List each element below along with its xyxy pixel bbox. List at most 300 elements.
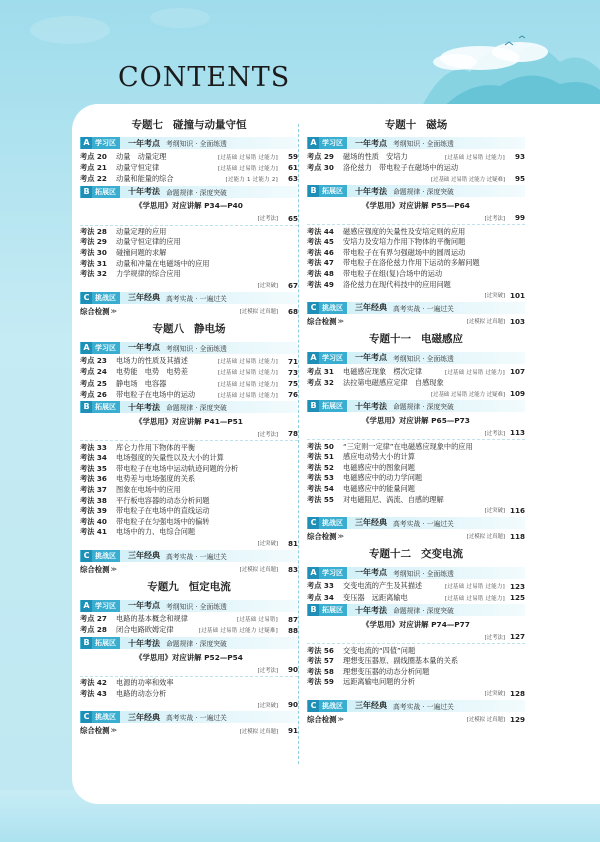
toc-entry[interactable]: [80, 453, 298, 464]
toc-entry[interactable]: [307, 581, 525, 592]
toc-entry[interactable]: [307, 677, 525, 688]
badge-label: 拓展区: [322, 606, 343, 615]
topic-number: 专题十: [384, 118, 417, 131]
entry-title: 图象在电场中的应用: [116, 484, 181, 494]
section-desc: 命题规律 · 深度突破: [393, 403, 454, 412]
entry-code: 考点 25: [80, 378, 107, 388]
entry-title: 电势差与电场强度的关系: [116, 474, 196, 484]
method-tagline: [307, 290, 525, 301]
method-tagline: [307, 688, 525, 699]
toc-entry[interactable]: [80, 367, 298, 378]
badge-label: 拓展区: [95, 403, 116, 412]
entry-tags: [过基础 过易错 过能力]: [217, 359, 278, 366]
entry-code: 考点 31: [307, 366, 334, 376]
dashed-separator: [307, 439, 525, 440]
entry-code: 考法 28: [80, 226, 107, 236]
badge-letter: B: [308, 400, 319, 412]
badge-label: 挑战区: [322, 701, 343, 710]
section-desc: 命题规律 · 深度突破: [166, 404, 227, 413]
section-name: 三年经典: [355, 518, 387, 528]
entry-tags: [过考法]: [257, 431, 278, 438]
toc-entry[interactable]: [307, 269, 525, 280]
method-tagline: [80, 699, 298, 710]
entry-page: 61: [287, 163, 298, 173]
entry-tags: [过基础 过易错 过能力]: [217, 165, 278, 172]
entry-code: 考法 31: [80, 258, 107, 268]
entry-code: 考法 48: [307, 269, 334, 279]
topic-heading: [80, 577, 298, 597]
entry-page: 129: [509, 714, 525, 724]
entry-title: 洛伦兹力在现代科技中的应用问题: [343, 279, 451, 289]
entry-code: 考法 52: [307, 462, 334, 472]
section-header-B: [80, 637, 298, 649]
entry-page: 65: [287, 213, 298, 223]
toc-entry[interactable]: [80, 269, 298, 280]
section-header-C: [80, 292, 298, 304]
entry-tags: [过基础 过易错 过能力]: [444, 595, 505, 602]
entry-page: 125: [509, 593, 525, 603]
entry-page: 128: [509, 688, 525, 698]
toc-entry[interactable]: [307, 366, 525, 377]
entry-tags: [过模拟 过真题]: [239, 567, 278, 574]
badge-label: 挑战区: [322, 303, 343, 312]
toc-entry[interactable]: [80, 151, 298, 162]
dashed-separator: [307, 643, 525, 644]
dashed-separator: [80, 676, 298, 677]
badge-letter: A: [308, 567, 319, 579]
section-header-A: [80, 600, 298, 612]
entry-code: 考法 44: [307, 226, 334, 236]
entry-title: 带电粒子在电场中的运动: [116, 389, 196, 399]
badge-label: 挑战区: [95, 293, 116, 302]
badge-letter: A: [81, 600, 92, 612]
toc-entry[interactable]: [307, 666, 525, 677]
section-desc: 考纲知识 · 全面练透: [393, 140, 454, 148]
entry-page: 93: [514, 152, 525, 162]
entry-title: 闭合电路欧姆定律: [116, 625, 174, 635]
toc-entry[interactable]: [80, 389, 298, 400]
double-chevron-icon: ≫: [337, 715, 344, 723]
entry-code: 考法 50: [307, 441, 334, 451]
page-title: CONTENTS: [118, 62, 291, 93]
entry-tagline: [307, 388, 525, 399]
entry-code: 考点 23: [80, 356, 107, 366]
entry-page: 68: [287, 306, 298, 316]
section-badge: [308, 185, 347, 197]
section-header-B: [80, 186, 298, 198]
toc-entry[interactable]: [80, 485, 298, 496]
section-badge: [308, 700, 347, 712]
section-header-B: [307, 400, 525, 412]
entry-title: 带电粒子在匀强电场中的偏转: [116, 516, 210, 526]
lesson-reference[interactable]: 《学思用》对应讲解 P74—P77: [362, 619, 470, 629]
entry-title: 电磁感应现象 楞次定律: [343, 366, 423, 376]
entry-title: 对电磁阻尼、涡流、自感的理解: [343, 494, 444, 504]
topic-number: 专题十一: [369, 333, 411, 346]
entry-code: 考法 36: [80, 474, 107, 484]
section-name: 十年考法: [355, 186, 387, 196]
lesson-reference[interactable]: 《学思用》对应讲解 P34—P40: [135, 201, 243, 211]
section-header-B: [307, 604, 525, 616]
entry-tags: [过基础 过易错]: [237, 617, 278, 624]
toc-entry[interactable]: [80, 173, 298, 184]
entry-tags: [过模拟 过真题]: [239, 309, 278, 316]
entry-title: 电路的基本概念和规律: [116, 614, 188, 624]
entry-title: 动量 动量定理: [116, 151, 167, 161]
double-chevron-icon: ≫: [337, 532, 344, 540]
badge-letter: B: [308, 185, 319, 197]
entry-tags: [过考法]: [484, 430, 505, 437]
toc-entry[interactable]: [307, 258, 525, 269]
badge-label: 挑战区: [95, 551, 116, 560]
badge-label: 学习区: [95, 139, 116, 147]
badge-label: 拓展区: [95, 187, 116, 196]
entry-tags: [过考法]: [484, 634, 505, 641]
entry-code: 考法 37: [80, 484, 107, 494]
entry-page: 103: [509, 316, 525, 326]
section-header-A: [80, 342, 298, 354]
topic-number: 专题七: [131, 118, 163, 131]
toc-entry[interactable]: [80, 162, 298, 173]
entry-code: 考法 59: [307, 677, 334, 687]
toc-entry[interactable]: [80, 678, 298, 689]
entry-title: 电势能 电势 电势差: [116, 367, 188, 377]
topic-heading: [80, 319, 298, 339]
section-name: 一年考点: [355, 353, 387, 363]
entry-code: 考法 43: [80, 688, 107, 698]
entry-code: 考点 21: [80, 162, 107, 172]
entry-page: 113: [509, 428, 525, 438]
entry-title: 电磁感应中的动力学问题: [343, 473, 423, 483]
topic-number: 专题八: [152, 323, 184, 336]
section-name: 三年经典: [128, 712, 160, 722]
entry-tags: [过基础 过易错 过能力]: [444, 369, 505, 376]
section-desc: 考纲知识 · 全面练透: [166, 344, 227, 353]
badge-letter: B: [308, 604, 319, 616]
entry-page: 101: [509, 290, 525, 300]
entry-title: 平行板电容器的动态分析问题: [116, 495, 210, 505]
entry-title: 带电粒子在洛伦兹力作用下运动的多解问题: [343, 258, 480, 268]
section-name: 一年考点: [128, 138, 160, 148]
section-header-C: [80, 711, 298, 723]
entry-code: 考法 46: [307, 247, 334, 257]
entry-tags: [过模拟 过真题]: [466, 717, 505, 724]
toc-entry[interactable]: [307, 441, 525, 452]
lesson-reference[interactable]: 《学思用》对应讲解 P52—P54: [135, 652, 243, 662]
entry-page: 71: [287, 356, 298, 366]
comprehensive-test-entry[interactable]: [307, 714, 525, 725]
toc-entry[interactable]: [307, 494, 525, 505]
entry-code: 考法 55: [307, 494, 334, 504]
entry-tags: [过模拟 过真题]: [466, 534, 505, 541]
section-desc: 考纲知识 · 全面练透: [166, 140, 227, 148]
right-column: [307, 112, 525, 725]
lesson-tagline: [307, 427, 525, 438]
section-desc: 高考实战 · 一遍过关: [393, 519, 454, 528]
topic-name: 交变电流: [421, 548, 463, 561]
badge-letter: A: [308, 352, 319, 364]
entry-title: 磁感应强度的矢量性及安培定则的应用: [343, 226, 466, 236]
section-header-C: [307, 302, 525, 314]
section-badge: [308, 567, 347, 579]
section-desc: 命题规律 · 深度突破: [393, 188, 454, 197]
section-badge: [308, 400, 347, 412]
section-desc: 考纲知识 · 全面练透: [393, 569, 454, 578]
entry-tags: [过基础 过易错 过能力]: [444, 154, 505, 161]
entry-tags: [过突破]: [257, 702, 278, 709]
badge-letter: C: [308, 517, 319, 529]
entry-title: 电磁感应中的能量问题: [343, 483, 415, 493]
section-desc: 命题规律 · 深度突破: [393, 607, 454, 616]
badge-letter: C: [308, 302, 319, 314]
entry-title: 电场强度的矢量性以及大小的计算: [116, 453, 224, 463]
toc-entry[interactable]: [80, 625, 298, 636]
section-name: 三年经典: [355, 701, 387, 711]
entry-code: 考法 34: [80, 453, 107, 463]
lesson-tagline: [307, 631, 525, 642]
double-chevron-icon: ≫: [110, 565, 117, 573]
section-name: 十年考法: [355, 401, 387, 411]
badge-label: 拓展区: [322, 402, 343, 411]
entry-tags: [过基础 过易错 过能力]: [444, 584, 505, 591]
comprehensive-test-entry[interactable]: [80, 564, 298, 575]
badge-letter: A: [81, 137, 92, 149]
section-badge: [81, 137, 120, 149]
synth-label: 综合检测: [307, 714, 337, 724]
section-badge: [81, 401, 120, 413]
topic-number: 专题十二: [369, 548, 411, 561]
toc-entry[interactable]: [307, 484, 525, 495]
toc-entry[interactable]: [80, 442, 298, 453]
entry-code: 考法 54: [307, 483, 334, 493]
topic-heading: [307, 114, 525, 134]
toc-entry[interactable]: [80, 506, 298, 517]
lesson-reference[interactable]: 《学思用》对应讲解 P55—P64: [362, 200, 470, 210]
badge-letter: C: [81, 711, 92, 723]
entry-code: 考法 38: [80, 495, 107, 505]
entry-code: 考法 33: [80, 442, 107, 452]
entry-tags: [过突破]: [484, 293, 505, 300]
entry-title: 电路的动态分析: [116, 688, 167, 698]
lesson-reference[interactable]: 《学思用》对应讲解 P41—P51: [135, 416, 243, 426]
entry-title: 电源的功率和效率: [116, 678, 174, 688]
toc-entry[interactable]: [307, 473, 525, 484]
comprehensive-test-entry[interactable]: [307, 531, 525, 542]
toc-entry[interactable]: [80, 248, 298, 259]
section-header-C: [307, 700, 525, 712]
badge-label: 学习区: [322, 353, 343, 362]
section-badge: [81, 550, 120, 562]
entry-page: 90: [287, 665, 298, 674]
section-name: 一年考点: [355, 138, 387, 148]
entry-title: 动量守恒定律的应用: [116, 237, 181, 247]
toc-entry[interactable]: [80, 227, 298, 238]
entry-tags: [过基础 过易错 过能力]: [217, 370, 278, 377]
topic-number: 专题九: [147, 581, 179, 594]
section-badge: [308, 517, 347, 529]
entry-title: 库仑力作用下物体的平衡: [116, 442, 196, 452]
section-header-A: [307, 137, 525, 149]
badge-label: 挑战区: [322, 518, 343, 527]
entry-code: 考法 42: [80, 678, 107, 688]
section-name: 十年考法: [128, 187, 160, 197]
entry-code: 考点 24: [80, 367, 107, 377]
section-desc: 高考实战 · 一遍过关: [166, 552, 227, 561]
section-desc: 命题规律 · 深度突破: [166, 188, 227, 197]
toc-entry[interactable]: [307, 463, 525, 474]
toc-entry[interactable]: [307, 162, 525, 173]
toc-entry[interactable]: [80, 474, 298, 485]
entry-page: 81: [287, 538, 298, 548]
topic-heading: [307, 329, 525, 349]
method-tagline: [307, 505, 525, 516]
toc-entry[interactable]: [80, 689, 298, 700]
entry-tags: [过基础 过易错 过能力]: [217, 392, 278, 399]
entry-code: 考点 28: [80, 625, 107, 635]
section-name: 三年经典: [128, 551, 160, 561]
entry-title: 电场中的力、电综合问题: [116, 527, 196, 537]
toc-entry[interactable]: [307, 592, 525, 603]
comprehensive-test-entry[interactable]: [307, 316, 525, 327]
topic-name: 碰撞与动量守恒: [173, 118, 247, 131]
comprehensive-test-entry[interactable]: [80, 725, 298, 736]
entry-code: 考法 49: [307, 279, 334, 289]
section-desc: 高考实战 · 一遍过关: [393, 304, 454, 313]
toc-entry[interactable]: [80, 237, 298, 248]
entry-page: 83: [287, 564, 298, 574]
topic-heading: [80, 114, 298, 134]
entry-tags: [过模拟 过真题]: [239, 728, 278, 735]
lesson-tagline: [307, 212, 525, 223]
entry-title: 碰撞问题的求解: [116, 248, 167, 258]
toc-entry[interactable]: [307, 279, 525, 290]
synth-label: 综合检测: [307, 531, 337, 541]
entry-title: 动量和冲量在电磁场中的应用: [116, 258, 210, 268]
entry-code: 考法 58: [307, 666, 334, 676]
dashed-separator: [80, 225, 298, 226]
badge-label: 拓展区: [95, 639, 116, 647]
topic-heading: [307, 544, 525, 564]
entry-code: 考法 41: [80, 527, 107, 537]
section-badge: [81, 711, 120, 723]
entry-tags: [过基础 过易错 过能力]: [217, 154, 278, 161]
entry-tagline: [307, 173, 525, 184]
entry-code: 考点 26: [80, 389, 107, 399]
section-name: 三年经典: [128, 293, 160, 303]
entry-title: 磁场的性质 安培力: [343, 151, 408, 161]
entry-tags: [过突破]: [484, 508, 505, 515]
entry-code: 考点 30: [307, 162, 334, 172]
section-badge: [81, 186, 120, 198]
toc-entry[interactable]: [80, 516, 298, 527]
toc-entry[interactable]: [307, 237, 525, 248]
entry-page: 63: [287, 174, 298, 184]
entry-tags: [过突破]: [257, 541, 278, 548]
toc-entry[interactable]: [307, 645, 525, 656]
toc-entry[interactable]: [80, 356, 298, 367]
entry-code: 考法 45: [307, 237, 334, 247]
toc-entry[interactable]: [80, 378, 298, 389]
section-header-A: [80, 137, 298, 149]
comprehensive-test-entry[interactable]: [80, 306, 298, 317]
entry-page: 107: [509, 367, 525, 377]
entry-title: 力学规律的综合应用: [116, 269, 181, 279]
section-desc: 高考实战 · 一遍过关: [166, 294, 227, 303]
dashed-separator: [80, 440, 298, 441]
badge-letter: B: [81, 401, 92, 413]
lesson-reference[interactable]: 《学思用》对应讲解 P65—P73: [362, 415, 470, 425]
toc-entry[interactable]: [80, 463, 298, 474]
entry-title: 法拉第电磁感应定律 自感现象: [343, 377, 444, 387]
entry-title: 静电场 电容器: [116, 378, 167, 388]
badge-label: 挑战区: [95, 713, 116, 722]
entry-page: 127: [509, 632, 525, 642]
toc-entry[interactable]: [80, 258, 298, 269]
entry-title: 洛伦兹力 带电粒子在磁场中的运动: [343, 162, 459, 172]
toc-entry[interactable]: [307, 248, 525, 259]
badge-letter: A: [308, 137, 319, 149]
entry-code: 考点 34: [307, 592, 334, 602]
double-chevron-icon: ≫: [110, 727, 117, 735]
synth-label: 综合检测: [307, 316, 337, 326]
entry-title: 交变电流的“四值”问题: [343, 645, 416, 655]
lesson-tagline: [80, 213, 298, 224]
section-badge: [308, 604, 347, 616]
toc-entry[interactable]: [80, 495, 298, 506]
entry-page: 91: [287, 726, 298, 736]
section-header-B: [80, 401, 298, 413]
badge-letter: C: [81, 550, 92, 562]
section-badge: [81, 637, 120, 649]
section-name: 一年考点: [355, 568, 387, 578]
entry-page: 88: [287, 625, 298, 635]
toc-entry[interactable]: [307, 452, 525, 463]
section-badge: [308, 302, 347, 314]
double-chevron-icon: ≫: [110, 307, 117, 315]
section-name: 一年考点: [128, 343, 160, 353]
section-desc: 考纲知识 · 全面练透: [393, 354, 454, 363]
section-desc: 考纲知识 · 全面练透: [166, 602, 227, 611]
entry-tags: [过突破]: [484, 691, 505, 698]
toc-entry[interactable]: [307, 377, 525, 388]
toc-entry[interactable]: [307, 151, 525, 162]
entry-page: 116: [509, 505, 525, 515]
entry-tags: [过模拟 过真题]: [466, 319, 505, 326]
entry-title: 带电粒子在有界匀强磁场中的圆周运动: [343, 247, 466, 257]
toc-entry[interactable]: [80, 614, 298, 625]
entry-code: 考法 40: [80, 516, 107, 526]
toc-entry[interactable]: [307, 656, 525, 667]
entry-title: 动量守恒定律: [116, 162, 160, 172]
mountain-cloud-decoration: [0, 0, 600, 110]
entry-code: 考点 20: [80, 151, 107, 161]
badge-label: 拓展区: [322, 187, 343, 196]
badge-letter: B: [81, 186, 92, 198]
entry-page: 73: [287, 367, 298, 377]
toc-entry[interactable]: [80, 527, 298, 538]
entry-tags: [过考法]: [257, 667, 278, 674]
entry-title: 带电粒子在电场中运动轨迹问题的分析: [116, 463, 239, 473]
section-header-A: [307, 352, 525, 364]
entry-title: 电场力的性质及其描述: [116, 356, 188, 366]
double-chevron-icon: ≫: [337, 317, 344, 325]
entry-code: 考点 22: [80, 173, 107, 183]
entry-code: 考法 57: [307, 656, 334, 666]
section-name: 十年考法: [128, 402, 160, 412]
badge-letter: C: [81, 292, 92, 304]
toc-entry[interactable]: [307, 226, 525, 237]
entry-title: 动量和能量的综合: [116, 173, 174, 183]
